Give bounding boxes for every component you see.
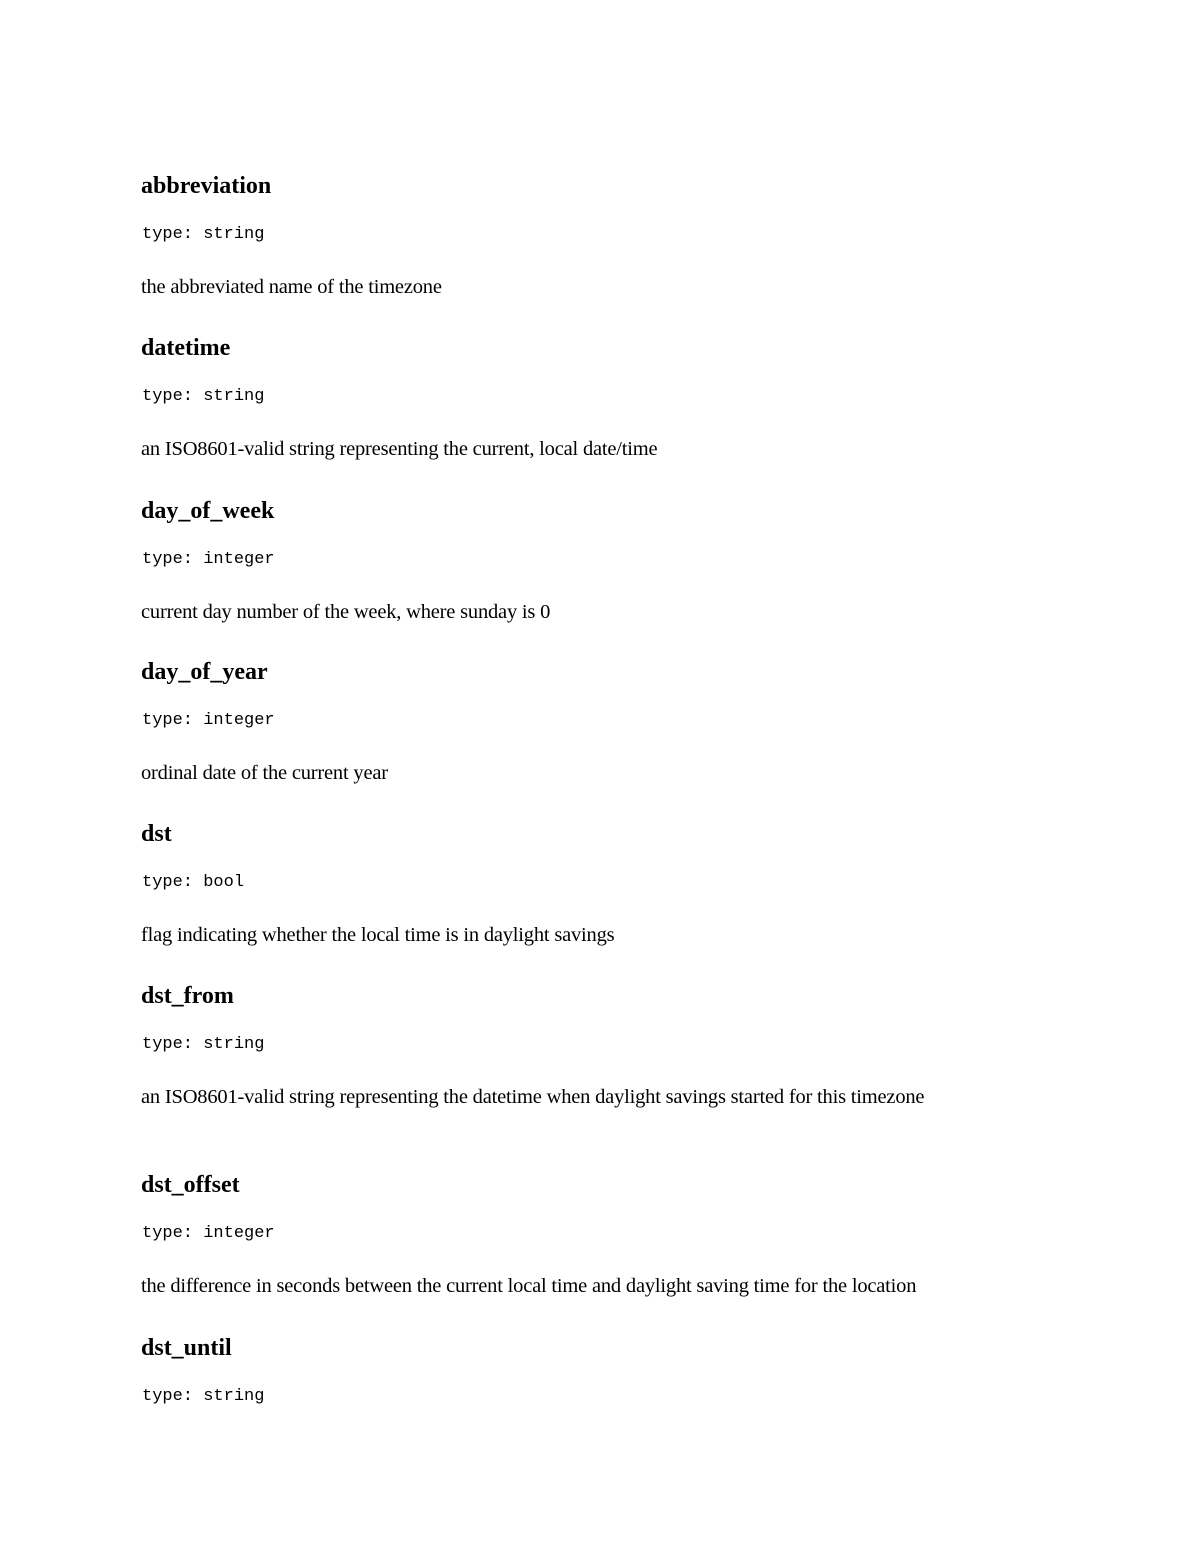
field-description: an ISO8601-valid string representing the current, local date/time xyxy=(141,438,658,460)
field-type: type: bool xyxy=(142,873,245,892)
field-name: day_of_week xyxy=(141,498,275,524)
field-description: an ISO8601-valid string representing the datetime when daylight savings started for this timezone xyxy=(141,1086,925,1108)
field-name: dst_offset xyxy=(141,1172,240,1198)
field-description: the abbreviated name of the timezone xyxy=(141,276,442,298)
field-name: dst_from xyxy=(141,983,234,1009)
field-type: type: string xyxy=(142,225,265,244)
field-name: dst_until xyxy=(141,1335,232,1361)
field-name: abbreviation xyxy=(141,173,272,199)
field-description: flag indicating whether the local time is in daylight savings xyxy=(141,924,615,946)
field-description: the difference in seconds between the current local time and daylight saving time for the location xyxy=(141,1275,917,1297)
field-description: current day number of the week, where sunday is 0 xyxy=(141,601,551,623)
field-description: ordinal date of the current year xyxy=(141,762,388,784)
field-name: dst xyxy=(141,821,172,847)
field-type: type: string xyxy=(142,1035,265,1054)
field-type: type: integer xyxy=(142,711,275,730)
field-name: day_of_year xyxy=(141,659,268,685)
field-type: type: integer xyxy=(142,1224,275,1243)
field-type: type: string xyxy=(142,387,265,406)
field-name: datetime xyxy=(141,335,231,361)
field-type: type: integer xyxy=(142,550,275,569)
field-type: type: string xyxy=(142,1387,265,1406)
